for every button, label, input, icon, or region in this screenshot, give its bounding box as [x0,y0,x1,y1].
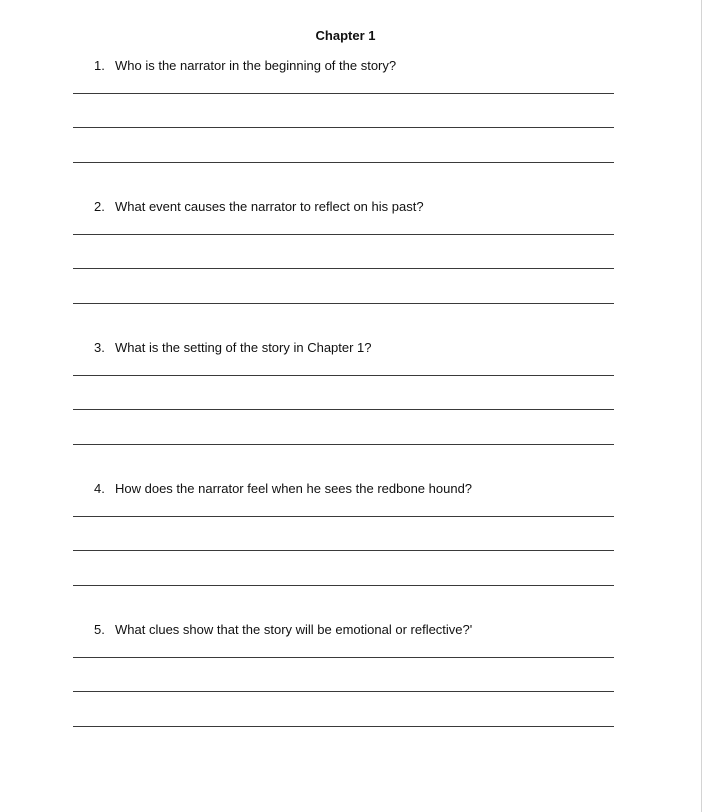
answer-line[interactable] [73,162,614,163]
question-number: 5. [94,622,105,637]
answer-line[interactable] [73,657,614,658]
question-text: What event causes the narrator to reflect on his past? [115,199,424,214]
answer-line[interactable] [73,234,614,235]
question-number: 2. [94,199,105,214]
question-number: 1. [94,58,105,73]
question-3 [0,340,701,481]
page-title: Chapter 1 [315,28,376,43]
answer-line[interactable] [73,550,614,551]
answer-line[interactable] [73,93,614,94]
question-number: 3. [94,340,105,355]
question-text: How does the narrator feel when he sees the redbone hound? [115,481,473,496]
answer-line[interactable] [73,516,614,517]
answer-line[interactable] [73,303,614,304]
answer-line[interactable] [73,444,614,445]
answer-line[interactable] [73,585,614,586]
answer-line[interactable] [73,726,614,727]
answer-line[interactable] [73,127,614,128]
question-4 [0,481,701,622]
question-5 [0,622,701,763]
answer-line[interactable] [73,375,614,376]
answer-line[interactable] [73,268,614,269]
question-number: 4. [94,481,105,496]
question-1 [0,58,701,199]
answer-line[interactable] [73,691,614,692]
answer-line[interactable] [73,409,614,410]
question-text: Who is the narrator in the beginning of the story? [115,58,397,73]
question-text: What is the setting of the story in Chapter 1? [115,340,372,355]
question-2 [0,199,701,340]
question-text: What clues show that the story will be emotional or reflective?' [115,622,473,637]
